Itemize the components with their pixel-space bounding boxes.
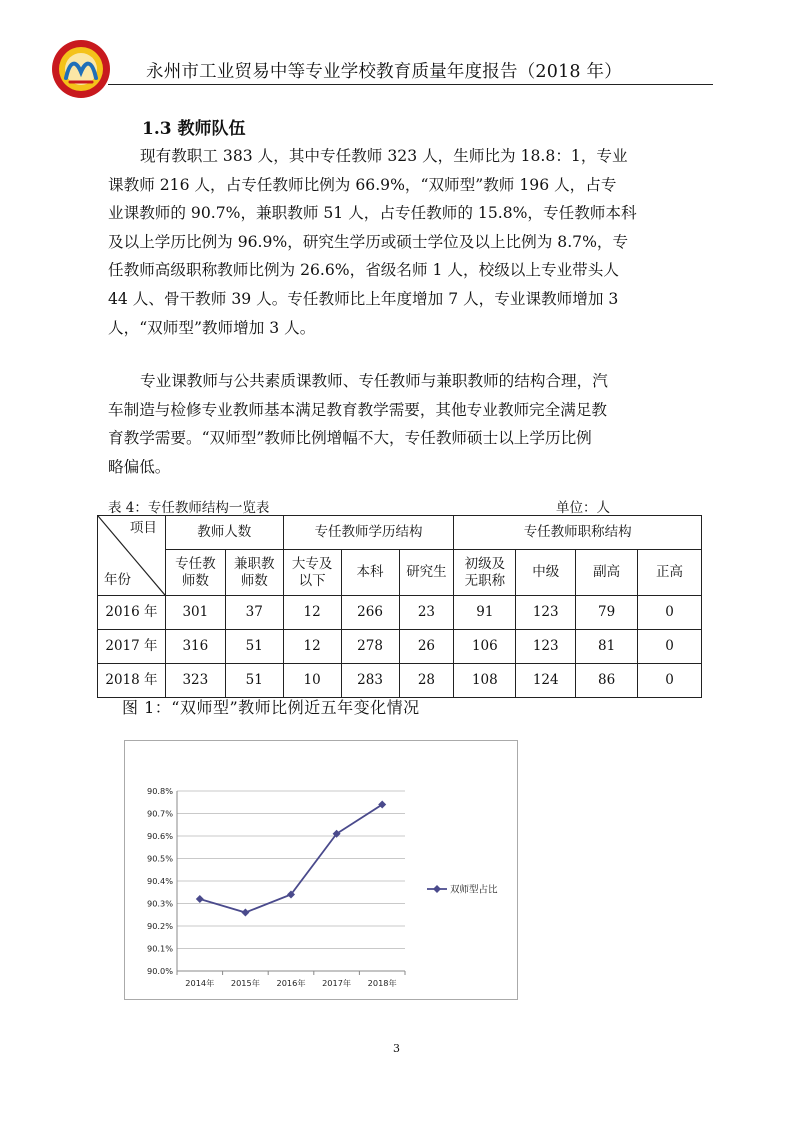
paragraph-line: 人，“双师型”教师增加 3 人。: [108, 318, 316, 337]
value-cell: 79: [576, 596, 638, 630]
value-cell: 316: [165, 630, 225, 664]
report-header-title: 永州市工业贸易中等专业学校教育质量年度报告（2018 年）: [146, 62, 622, 82]
value-cell: 51: [225, 630, 283, 664]
y-tick-label: 90.0%: [146, 966, 173, 976]
value-cell: 301: [165, 596, 225, 630]
paragraph-line: 专业课教师与公共素质课教师、专任教师与兼职教师的结构合理，汽: [140, 372, 608, 390]
page-number: 3: [393, 1042, 400, 1055]
y-tick-label: 90.5%: [146, 853, 173, 864]
subheader-cell: 专任教 师数: [165, 550, 225, 596]
paragraph-line: 现有教职工 383 人，其中专任教师 323 人，生师比为 18.8：1，专业: [140, 147, 628, 165]
value-cell: 323: [165, 664, 225, 698]
value-cell: 51: [225, 664, 283, 698]
paragraph-line: 业课教师的 90.7%，兼职教师 51 人，占专任教师的 15.8%，专任教师本科: [108, 204, 637, 223]
paragraph-structure-analysis: [108, 367, 698, 481]
subheader-cell: 中级: [516, 550, 576, 596]
paragraph-line: 车制造与检修专业教师基本满足教育教学需要，其他专业教师完全满足教: [108, 400, 608, 419]
paragraph-line: 及以上学历比例为 96.9%，研究生学历或硕士学位及以上比例为 8.7%，专: [108, 232, 629, 251]
x-tick-label: 2018年: [367, 978, 397, 988]
year-cell: 2018 年: [98, 664, 166, 698]
value-cell: 266: [341, 596, 399, 630]
table-unit: 单位：人: [556, 500, 610, 516]
table-row: [98, 664, 702, 698]
data-point-marker: [241, 909, 249, 917]
legend-marker: [433, 885, 441, 893]
chart-canvas: [125, 741, 517, 999]
value-cell: 0: [638, 664, 702, 698]
value-cell: 123: [516, 596, 576, 630]
value-cell: 106: [454, 630, 516, 664]
x-tick-label: 2015年: [230, 978, 260, 988]
y-tick-label: 90.6%: [146, 831, 173, 841]
value-cell: 23: [399, 596, 454, 630]
value-cell: 0: [638, 596, 702, 630]
subheader-cell: 正高: [638, 550, 702, 596]
teacher-structure-table: [97, 515, 702, 698]
value-cell: 12: [283, 630, 341, 664]
year-cell: 2017 年: [98, 630, 166, 664]
paragraph-line: 育教学需要。“双师型”教师比例增幅不大，专任教师硕士以上学历比例: [108, 429, 592, 448]
value-cell: 12: [283, 596, 341, 630]
value-cell: 0: [638, 630, 702, 664]
year-cell: 2016 年: [98, 596, 166, 630]
y-tick-label: 90.4%: [146, 876, 173, 886]
legend-label: 双师型占比: [450, 884, 498, 896]
table-caption-title: 表 4：专任教师结构一览表: [108, 500, 270, 516]
value-cell: 81: [576, 630, 638, 664]
subheader-cell: 大专及 以下: [283, 550, 341, 596]
paragraph-line: 44 人、骨干教师 39 人。专任教师比上年度增加 7 人，专业课教师增加 3: [108, 289, 619, 308]
value-cell: 86: [576, 664, 638, 698]
header-divider: [108, 84, 713, 85]
paragraph-staff-summary: [108, 142, 698, 342]
figure-caption: 图 1：“双师型”教师比例近五年变化情况: [122, 698, 420, 717]
table-corner-cell: [98, 516, 166, 596]
paragraph-line: 任教师高级职称教师比例为 26.6%，省级名师 1 人，校级以上专业带头人: [108, 261, 619, 280]
group-header: 教师人数: [165, 516, 283, 550]
subheader-cell: 兼职教 师数: [225, 550, 283, 596]
value-cell: 26: [399, 630, 454, 664]
double-qualified-ratio-chart: [124, 740, 518, 1000]
table-row: [98, 596, 702, 630]
table-caption: [108, 496, 628, 516]
y-tick-label: 90.3%: [146, 898, 173, 909]
y-tick-label: 90.8%: [146, 786, 173, 796]
paragraph-line: 课教师 216 人，占专任教师比例为 66.9%，“双师型”教师 196 人，占专: [108, 175, 617, 194]
value-cell: 10: [283, 664, 341, 698]
y-tick-label: 90.7%: [146, 808, 173, 819]
value-cell: 28: [399, 664, 454, 698]
paragraph-line: 略偏低。: [108, 457, 171, 476]
subheader-cell: 初级及 无职称: [454, 550, 516, 596]
x-tick-label: 2014年: [185, 978, 215, 988]
group-header: 专任教师职称结构: [454, 516, 702, 550]
school-logo-icon: [50, 38, 112, 100]
y-tick-label: 90.2%: [146, 921, 173, 931]
value-cell: 278: [341, 630, 399, 664]
x-tick-label: 2017年: [322, 978, 352, 988]
value-cell: 283: [341, 664, 399, 698]
subheader-cell: 本科: [341, 550, 399, 596]
subheader-cell: 副高: [576, 550, 638, 596]
x-tick-label: 2016年: [276, 978, 306, 988]
table-row: [98, 630, 702, 664]
corner-label-year: 年份: [104, 572, 131, 588]
group-header: 专任教师学历结构: [283, 516, 454, 550]
value-cell: 108: [454, 664, 516, 698]
section-title: 1.3 教师队伍: [142, 119, 246, 139]
corner-label-item: 项目: [129, 520, 157, 536]
y-tick-label: 90.1%: [146, 943, 173, 954]
subheader-cell: 研究生: [399, 550, 454, 596]
value-cell: 91: [454, 596, 516, 630]
value-cell: 37: [225, 596, 283, 630]
value-cell: 124: [516, 664, 576, 698]
value-cell: 123: [516, 630, 576, 664]
data-point-marker: [196, 895, 204, 903]
